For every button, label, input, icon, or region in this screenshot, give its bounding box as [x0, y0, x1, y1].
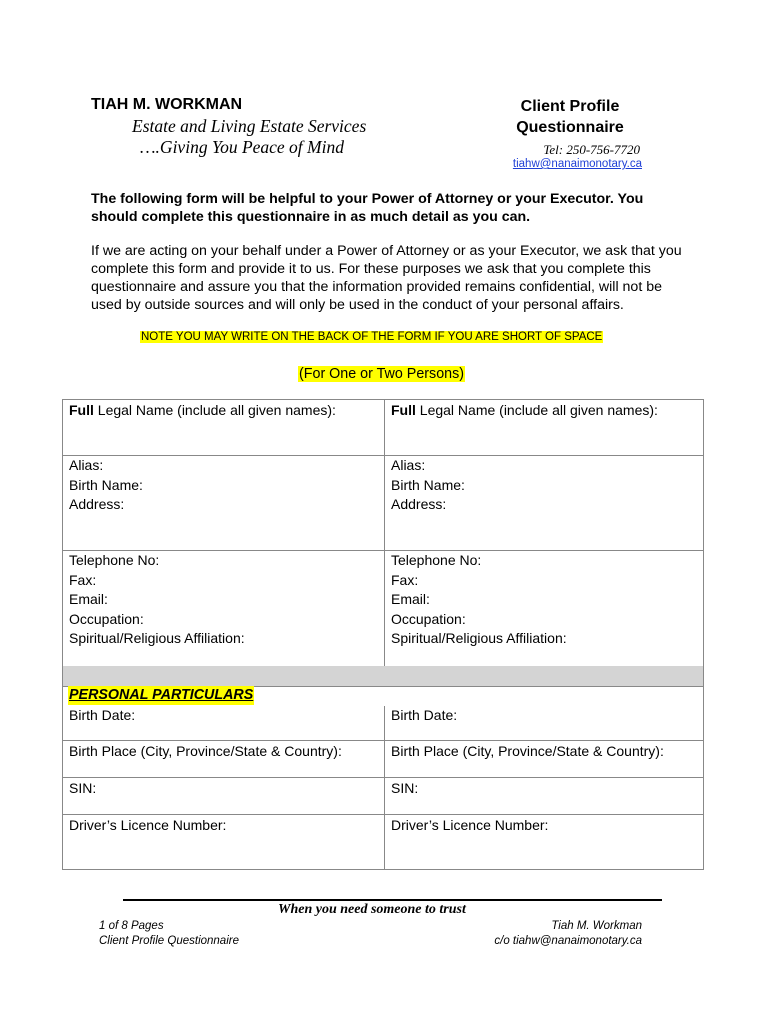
footer-divider: [123, 899, 662, 901]
telephone-label: Telephone No:: [391, 552, 482, 568]
full-label-bold: Full: [69, 402, 94, 418]
footer-motto: When you need someone to trust: [278, 902, 466, 917]
contact-fields-1[interactable]: [69, 551, 245, 649]
row-divider: [63, 814, 703, 815]
licence-field-2[interactable]: Driver’s Licence Number:: [391, 817, 549, 833]
sin-field-2[interactable]: SIN:: [391, 780, 419, 796]
birth-place-field-2[interactable]: Birth Place (City, Province/State & Country):: [391, 743, 664, 759]
footer-doc-name: Client Profile Questionnaire: [99, 935, 239, 947]
row-divider: [63, 740, 703, 741]
row-divider: [63, 777, 703, 778]
full-name-field-1[interactable]: [69, 401, 336, 421]
birth-name-label: Birth Name:: [69, 476, 143, 493]
licence-field-1[interactable]: Driver’s Licence Number:: [69, 817, 227, 833]
client-form-table: [62, 399, 704, 870]
full-label-bold: Full: [391, 402, 416, 418]
full-name-field-2[interactable]: [391, 401, 658, 421]
birth-date-field-2[interactable]: Birth Date:: [391, 707, 458, 723]
services-tagline: Estate and Living Estate Services: [132, 116, 367, 136]
intro-bold-paragraph: The following form will be helpful to your Power of Attorney or your Executor. You should complete this questionnaire in as much detail as you can.: [91, 191, 644, 225]
title-line-2: Questionnaire: [516, 119, 624, 136]
telephone-label: Telephone No:: [69, 552, 160, 568]
fax-label: Fax:: [391, 571, 419, 588]
row-divider: [63, 455, 703, 456]
peace-tagline: ….Giving You Peace of Mind: [140, 137, 344, 157]
personal-particulars-heading: PERSONAL PARTICULARS: [69, 687, 254, 703]
footer-contact: c/o tiahw@nanaimonotary.ca: [494, 935, 642, 947]
column-divider-bottom: [384, 706, 385, 870]
column-divider-top: [384, 400, 385, 666]
footer-left: [99, 919, 239, 949]
birth-place-field-1[interactable]: Birth Place (City, Province/State & Country):: [69, 743, 342, 759]
occupation-label: Occupation:: [69, 610, 144, 627]
full-label-rest: Legal Name (include all given names):: [93, 402, 336, 418]
email-link[interactable]: tiahw@nanaimonotary.ca: [512, 158, 642, 170]
address-label: Address:: [69, 496, 125, 512]
page-count: 1 of 8 Pages: [99, 920, 164, 932]
document-title: [500, 96, 640, 138]
persons-note: (For One or Two Persons): [299, 366, 465, 382]
birth-name-label: Birth Name:: [391, 476, 465, 493]
telephone-number: Tel: 250-756-7720: [543, 142, 640, 157]
space-note: NOTE YOU MAY WRITE ON THE BACK OF THE FORM IF YOU ARE SHORT OF SPACE: [141, 331, 603, 343]
birth-date-field-1[interactable]: Birth Date:: [69, 707, 136, 723]
identity-fields-2[interactable]: [391, 456, 465, 515]
title-line-1: Client Profile: [520, 98, 620, 115]
alias-label: Alias:: [391, 457, 426, 473]
notary-name: TIAH M. WORKMAN: [91, 96, 243, 113]
footer-notary-name: Tiah M. Workman: [551, 920, 642, 932]
religion-label: Spiritual/Religious Affiliation:: [391, 630, 567, 646]
email-label: Email:: [391, 591, 430, 607]
address-label: Address:: [391, 496, 447, 512]
email-label: Email:: [69, 591, 108, 607]
identity-fields-1[interactable]: [69, 456, 143, 515]
contact-fields-2[interactable]: [391, 551, 567, 649]
alias-label: Alias:: [69, 457, 104, 473]
intro-paragraph: If we are acting on your behalf under a Power of Attorney or as your Executor, we ask that you complete this form and provide it to us. For these purposes we ask that you complete this questionnaire and assure you that the information provided remains confidential, will not be used by outside sources and will only be used in the conduct of your personal affairs.: [91, 243, 682, 313]
sin-field-1[interactable]: SIN:: [69, 780, 97, 796]
fax-label: Fax:: [69, 571, 97, 588]
shaded-separator-row: [63, 666, 703, 686]
religion-label: Spiritual/Religious Affiliation:: [69, 630, 245, 646]
footer-right: [494, 919, 642, 949]
occupation-label: Occupation:: [391, 610, 466, 627]
full-label-rest: Legal Name (include all given names):: [415, 402, 658, 418]
